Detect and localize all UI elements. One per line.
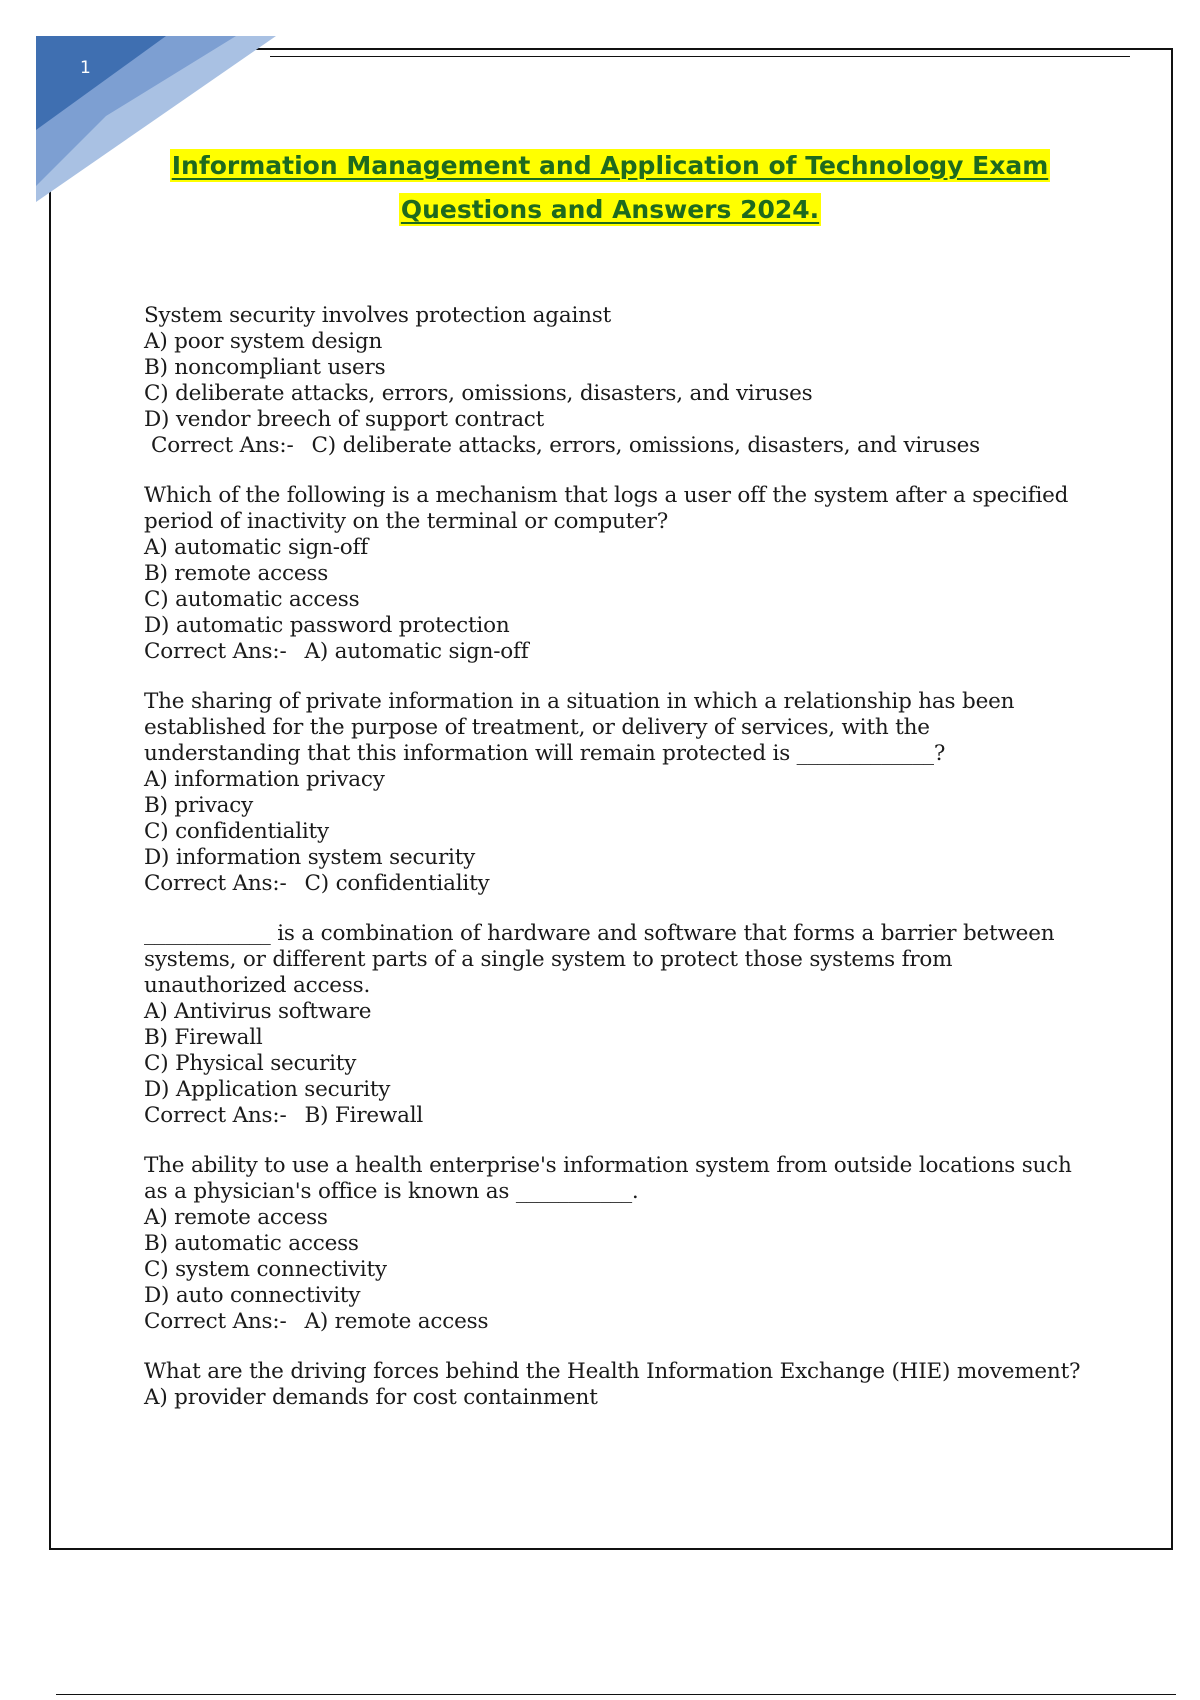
option-d: D) information system security [144, 845, 476, 870]
footer-rule [56, 1694, 1176, 1695]
question-text: System security involves protection against [144, 303, 612, 328]
page-number: 1 [80, 58, 91, 78]
option-d: D) automatic password protection [144, 613, 510, 638]
answer-value: C) confidentiality [304, 871, 490, 896]
correct-answer [144, 871, 1084, 897]
answer-value: B) Firewall [304, 1103, 424, 1128]
correct-answer [144, 639, 1084, 665]
title-line-1: Information Management and Application of Technology Exam [171, 151, 1049, 180]
option-c: C) deliberate attacks, errors, omissions, disasters, and viruses [144, 381, 813, 406]
option-c: C) Physical security [144, 1051, 357, 1076]
option-b: B) privacy [144, 793, 254, 818]
question-text: The ability to use a health enterprise's information system from outside locations such as a physician's office is known as ___________. [144, 1153, 1072, 1204]
title-line-2: Questions and Answers 2024. [400, 195, 820, 224]
question-2 [144, 483, 1084, 665]
answer-label: Correct Ans:- [144, 1309, 287, 1334]
option-d: D) auto connectivity [144, 1283, 361, 1308]
question-text: ____________ is a combination of hardware and software that forms a barrier between systems, or different parts of a single system to protect those systems from unauthorized access. [144, 921, 1055, 998]
option-c: C) confidentiality [144, 819, 329, 844]
question-5 [144, 1153, 1084, 1335]
option-c: C) automatic access [144, 587, 360, 612]
option-c: C) system connectivity [144, 1257, 387, 1282]
question-text: The sharing of private information in a situation in which a relationship has been established for the purpose of treatment, or delivery of services, with the understanding that this information will remain protected is _____________? [144, 689, 1015, 766]
question-list [144, 303, 1084, 1435]
option-b: B) remote access [144, 561, 329, 586]
option-b: B) noncompliant users [144, 355, 386, 380]
answer-label: Correct Ans:- [144, 871, 287, 896]
option-d: D) Application security [144, 1077, 391, 1102]
question-6 [144, 1359, 1084, 1411]
answer-value: A) remote access [304, 1309, 489, 1334]
answer-value: C) deliberate attacks, errors, omissions, disasters, and viruses [311, 433, 981, 458]
correct-answer [144, 1309, 1084, 1335]
option-a: A) provider demands for cost containment [144, 1385, 598, 1410]
correct-answer [144, 433, 1084, 459]
question-text: What are the driving forces behind the Health Information Exchange (HIE) movement? [144, 1359, 1081, 1384]
answer-label: Correct Ans:- [144, 1103, 287, 1128]
option-a: A) automatic sign-off [144, 535, 369, 560]
question-1 [144, 303, 1084, 459]
option-a: A) remote access [144, 1205, 328, 1230]
option-a: A) Antivirus software [144, 999, 372, 1024]
question-4 [144, 921, 1084, 1129]
option-b: B) automatic access [144, 1231, 359, 1256]
answer-label: Correct Ans:- [144, 639, 287, 664]
option-a: A) poor system design [144, 329, 383, 354]
option-b: B) Firewall [144, 1025, 263, 1050]
answer-label: Correct Ans:- [151, 433, 294, 458]
header-rule [270, 56, 1130, 57]
correct-answer [144, 1103, 1084, 1129]
document-title [140, 144, 1080, 232]
question-text: Which of the following is a mechanism that logs a user off the system after a specified period of inactivity on the terminal or computer? [144, 483, 1069, 534]
option-d: D) vendor breech of support contract [144, 407, 545, 432]
option-a: A) information privacy [144, 767, 385, 792]
answer-value: A) automatic sign-off [304, 639, 529, 664]
question-3 [144, 689, 1084, 897]
